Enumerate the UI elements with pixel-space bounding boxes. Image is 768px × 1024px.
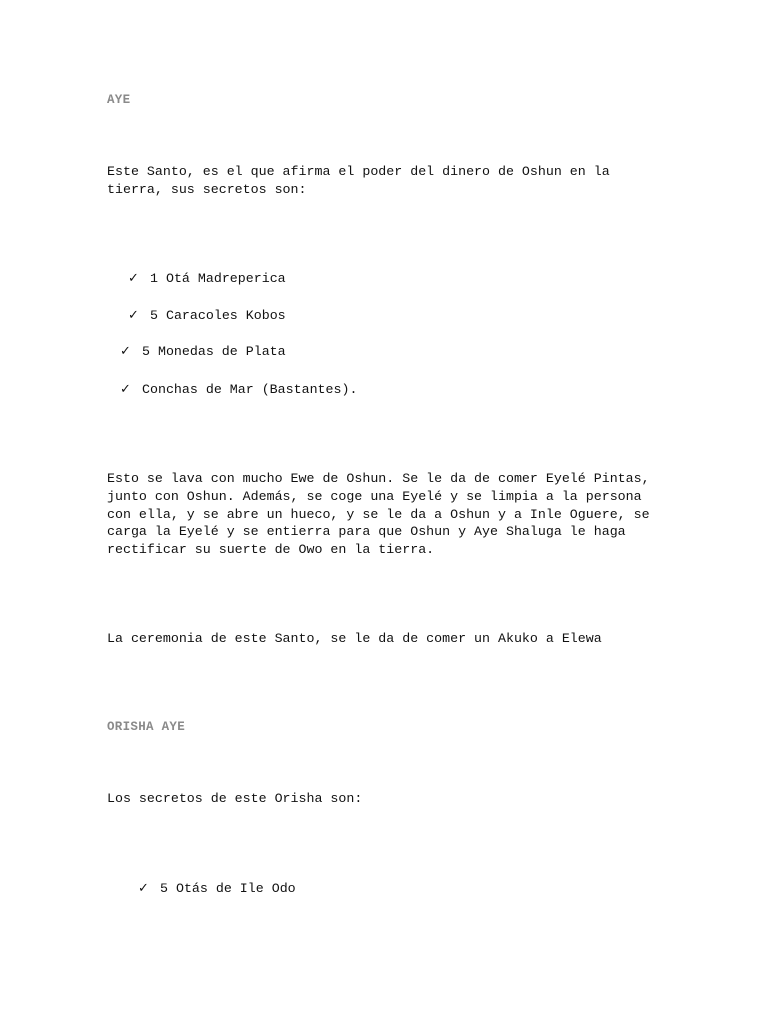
list-item-text: 5 Otás de Ile Odo [160,881,296,896]
list-item [128,307,286,325]
checkmark-icon: ✓ [138,881,149,896]
checkmark-icon: ✓ [120,344,131,359]
list-item-text: 5 Monedas de Plata [142,344,286,359]
ceremony-paragraph: La ceremonia de este Santo, se le da de comer un Akuko a Elewa [107,631,602,646]
checkmark-icon: ✓ [120,382,131,397]
checkmark-icon: ✓ [128,308,139,323]
list-item [138,880,296,898]
list-item [120,381,357,399]
body-paragraph: Esto se lava con mucho Ewe de Oshun. Se le da de comer Eyelé Pintas, junto con Oshun. Además, se coge una Eyelé y se limpia a la persona con ella, y se abre un hueco, y se le da a Oshun y a Inle Oguere, se carga la Eyelé y se entierra para que Oshun y Aye Shaluga le haga rectificar su suerte de Owo en la tierra. [107,471,650,558]
list-item-text: Conchas de Mar (Bastantes). [142,382,358,397]
checkmark-icon: ✓ [128,271,139,286]
list-item-text: 5 Caracoles Kobos [150,308,286,323]
section-heading-orisha-aye: ORISHA AYE [107,720,186,734]
section-intro-paragraph: Los secretos de este Orisha son: [107,791,363,806]
section-intro-paragraph: Este Santo, es el que afirma el poder del dinero de Oshun en la tierra, sus secretos son: [107,164,610,197]
section-heading-aye: AYE [107,93,131,107]
list-item [128,270,286,288]
list-item-text: 1 Otá Madreperica [150,271,286,286]
list-item [120,343,286,361]
